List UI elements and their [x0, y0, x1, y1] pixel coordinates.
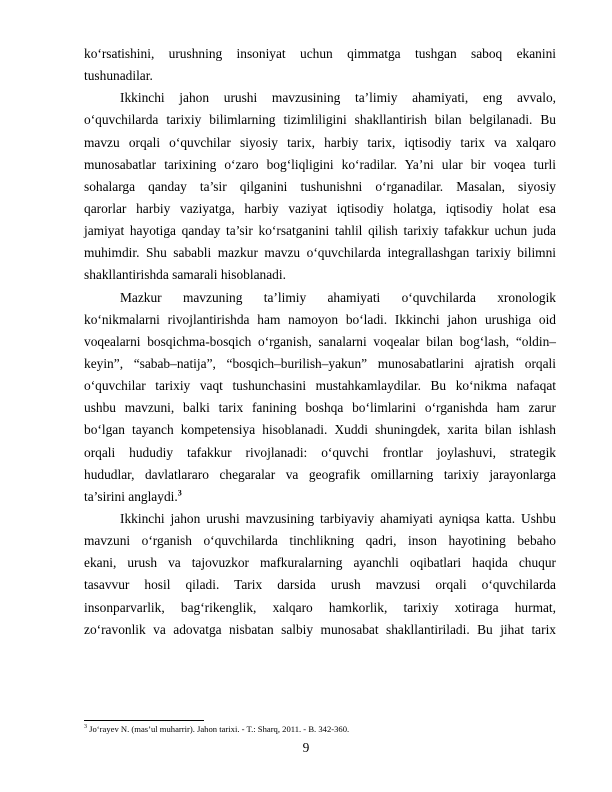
- text-line: [84, 198, 556, 220]
- line-text: ko‘rsatishini, urushning insoniyat uchun qimmatga tushgan saboq ekanini: [84, 46, 556, 61]
- line-text: o‘quvchilar tarixiy vaqt tushunchasini mustahkamlaydilar. Bu ko‘nikma nafaqat: [84, 378, 556, 394]
- page-number: 9: [302, 740, 310, 755]
- paragraph: [84, 508, 556, 641]
- paragraph: [84, 287, 556, 508]
- paragraph: [84, 43, 556, 87]
- line-text: bo‘lgan tayanch kompetensiya hisoblanadi. Xuddi shuningdek, xarita bilan ishlash: [84, 422, 556, 438]
- line-text: mavzuni o‘rganish o‘quvchilarda tinchlikning qadri, inson hayotining bebaho: [84, 533, 556, 549]
- line-text: hududlar, davlatlararo chegaralar va geografik omillarning tarixiy jarayonlarga: [84, 466, 556, 482]
- footnote-separator: [84, 720, 204, 721]
- line-text: Ikkinchi jahon urushi mavzusining ta’limiy ahamiyati, eng avvalo,: [120, 90, 556, 106]
- body-text: [84, 43, 556, 641]
- footnote-reference[interactable]: 3: [177, 488, 182, 498]
- text-line: [84, 132, 556, 154]
- line-text: voqealarni bosqichma-bosqich o‘rganish, sanalarni voqealar bilan bog‘lash, “oldin–: [84, 333, 556, 349]
- text-line: [84, 176, 556, 198]
- line-text: ta’sirini anglaydi.: [84, 488, 178, 504]
- line-text: ekani, urush va tajovuzkor mafkuralarning ayanchli oqibatlari haqida chuqur: [84, 555, 556, 571]
- text-line: [84, 508, 556, 530]
- text-line: [84, 619, 556, 641]
- text-line: [84, 331, 556, 353]
- text-line: [84, 309, 556, 331]
- line-text: tushunadilar.: [84, 68, 153, 84]
- text-line: [84, 242, 556, 264]
- line-text: munosabatlar tarixining o‘zaro bog‘liqligini ko‘radilar. Ya’ni ular bir voqea turli: [84, 156, 556, 172]
- line-text: orqali hududiy tafakkur rivojlanadi: o‘quvchi frontlar joylashuvi, strategik: [84, 444, 556, 460]
- line-text: sohalarga qanday ta’sir qilganini tushunishni o‘rganadilar. Masalan, siyosiy: [84, 178, 556, 194]
- line-text: muhimdir. Shu sababli mazkur mavzu o‘quvchilarda integrallashgan tarixiy bilimni: [84, 245, 556, 261]
- footnote-number: 3: [84, 724, 87, 731]
- footnote-text: Jo‘rayev N. (mas’ul muharrir). Jahon tarixi. - T.: Sharq, 2011. - B. 342-360.: [89, 724, 350, 734]
- text-line: [84, 597, 556, 619]
- text-line: [84, 109, 556, 131]
- text-line: [84, 65, 556, 87]
- text-line: [84, 530, 556, 552]
- line-text: ko‘nikmalarni rivojlantirishda ham namoyon bo‘ladi. Ikkinchi jahon urushiga oid: [84, 311, 556, 327]
- text-line: [84, 486, 556, 508]
- line-text: tasavvur hosil qiladi. Tarix darsida urush mavzusi orqali o‘quvchilarda: [84, 577, 556, 593]
- text-line: [84, 353, 556, 375]
- text-line: [84, 552, 556, 574]
- line-text: keyin”, “sabab–natija”, “bosqich–burilish–yakun” munosabatlarini ajratish orqali: [84, 355, 556, 371]
- paragraph: [84, 87, 556, 286]
- line-text: ushbu mavzuni, balki tarix fanining boshqa bo‘limlarini o‘rganishda ham zarur: [84, 400, 556, 416]
- line-text: mavzu orqali o‘quvchilar siyosiy tarix, harbiy tarix, iqtisodiy tarix va xalqaro: [84, 134, 556, 150]
- text-line: [84, 464, 556, 486]
- line-text: shakllantirishda samarali hisoblanadi.: [84, 267, 286, 283]
- text-line: [84, 43, 556, 65]
- text-line: [84, 87, 556, 109]
- line-text: o‘quvchilarda tarixiy bilimlarning tizimliligini shakllantirish bilan belgilanadi. Bu: [84, 112, 556, 128]
- line-text: jamiyat hayotiga qanday ta’sir ko‘rsatganini tahlil qilish tarixiy tafakkur uchun juda: [84, 223, 556, 239]
- text-line: [84, 375, 556, 397]
- text-line: [84, 397, 556, 419]
- text-line: [84, 264, 556, 286]
- line-text: zo‘ravonlik va adovatga nisbatan salbiy munosabat shakllantiriladi. Bu jihat tarix: [84, 621, 556, 637]
- text-line: [84, 442, 556, 464]
- text-line: [84, 220, 556, 242]
- footnote: [84, 724, 349, 734]
- line-text: Mazkur mavzuning ta’limiy ahamiyati o‘quvchilarda xronologik: [120, 289, 556, 305]
- text-line: [84, 419, 556, 441]
- line-text: qarorlar harbiy vaziyatga, harbiy vaziyat iqtisodiy holatga, iqtisodiy holat esa: [84, 200, 556, 216]
- text-line: [84, 574, 556, 596]
- text-line: [84, 287, 556, 309]
- line-text: Ikkinchi jahon urushi mavzusining tarbiyaviy ahamiyati ayniqsa katta. Ushbu: [120, 510, 556, 526]
- text-line: [84, 154, 556, 176]
- line-text: insonparvarlik, bag‘rikenglik, xalqaro hamkorlik, tarixiy xotiraga hurmat,: [84, 599, 556, 615]
